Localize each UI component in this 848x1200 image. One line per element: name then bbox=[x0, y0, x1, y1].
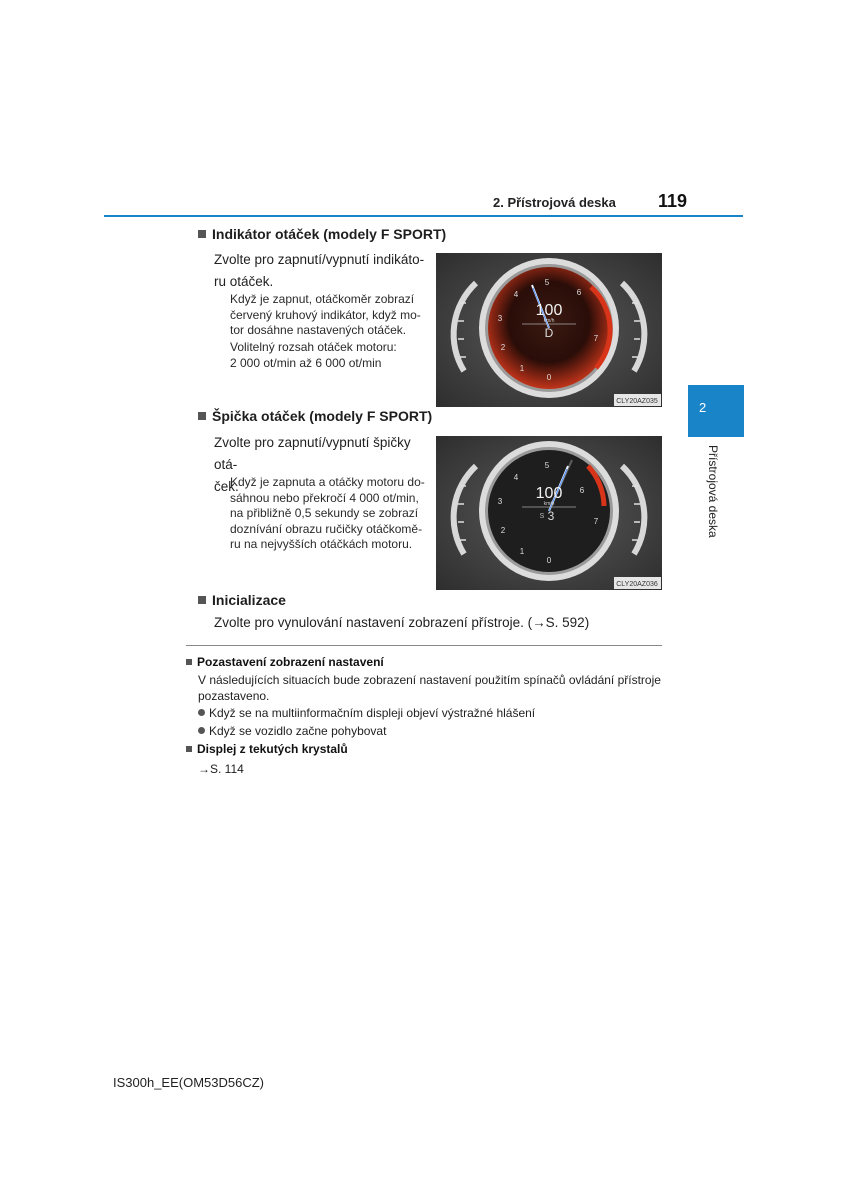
figure-code: CLY20AZ035 bbox=[616, 398, 658, 405]
tick-label: 2 bbox=[500, 526, 506, 535]
tachometer-figure-2 bbox=[436, 436, 662, 590]
manual-code-footer: IS300h_EE(OM53D56CZ) bbox=[113, 1075, 265, 1090]
note-heading-lcd bbox=[186, 742, 348, 756]
section-heading-text: Indikátor otáček (modely F SPORT) bbox=[212, 226, 447, 242]
note-line: pozastaveno. bbox=[198, 689, 270, 703]
body-line: ru otáček. bbox=[214, 274, 274, 289]
section-heading-text: Inicializace bbox=[212, 592, 286, 608]
section-heading-rpm-indicator bbox=[198, 226, 446, 242]
detail-line: Když je zapnuta a otáčky motoru do- bbox=[230, 475, 425, 489]
chapter-tab-number: 2 bbox=[699, 400, 707, 415]
square-bullet-icon bbox=[186, 659, 192, 665]
tick-label: 4 bbox=[513, 473, 519, 482]
chapter-tab-label: Přístrojová deska bbox=[706, 445, 720, 538]
tick-label: 5 bbox=[544, 278, 550, 287]
tick-label: 2 bbox=[500, 343, 506, 352]
square-bullet-icon bbox=[186, 746, 192, 752]
note-heading-text: Displej z tekutých krystalů bbox=[197, 742, 348, 756]
square-bullet-icon bbox=[198, 412, 206, 420]
body-line: Zvolte pro zapnutí/vypnutí indikáto- bbox=[214, 252, 425, 267]
section-heading-text: Špička otáček (modely F SPORT) bbox=[212, 408, 433, 424]
speed-unit: km/h bbox=[543, 501, 555, 507]
note-line: V následujících situacích bude zobrazení nastavení použitím spínačů ovládání přístroje bbox=[198, 673, 661, 687]
body-line: Zvolte pro zapnutí/vypnutí špičky otá- bbox=[214, 435, 411, 472]
notes-separator bbox=[186, 645, 662, 646]
bullet-text: Když se na multiinformačním displeji objeví výstražné hlášení bbox=[209, 706, 536, 720]
detail-line: ru na nejvyšších otáčkách motoru. bbox=[230, 537, 413, 551]
chapter-tab bbox=[688, 385, 744, 437]
detail-line: doznívání obrazu ručičky otáčkomě- bbox=[230, 521, 423, 536]
tick-label: 7 bbox=[593, 517, 599, 526]
tick-label: 1 bbox=[519, 364, 525, 373]
tick-label: 3 bbox=[497, 497, 503, 506]
tick-label: 6 bbox=[579, 486, 585, 495]
detail-line: tor dosáhne nastavených otáček. bbox=[230, 323, 407, 337]
gear-indicator: 3 bbox=[547, 509, 555, 523]
section-detail bbox=[230, 475, 430, 553]
note-heading-pause bbox=[186, 655, 384, 669]
square-bullet-icon bbox=[198, 596, 206, 604]
tachometer-figure-1 bbox=[436, 253, 662, 407]
square-bullet-icon bbox=[198, 230, 206, 238]
bullet-text: Když se vozidlo začne pohybovat bbox=[209, 724, 387, 738]
detail-line: na přibližně 0,5 sekundy se zobrazí bbox=[230, 506, 419, 520]
detail-line: Když je zapnut, otáčkoměr zobrazí bbox=[230, 292, 415, 306]
speed-readout: 100 bbox=[535, 485, 563, 502]
section-heading-initialization bbox=[198, 592, 286, 608]
tick-label: 0 bbox=[546, 373, 552, 382]
round-bullet-icon bbox=[198, 709, 205, 716]
note-heading-text: Pozastavení zobrazení nastavení bbox=[197, 655, 384, 669]
page-reference-link[interactable]: →S. 114 bbox=[198, 762, 244, 776]
tick-label: 6 bbox=[576, 288, 582, 297]
detail-line: sáhnou nebo překročí 4 000 ot/min, bbox=[230, 490, 419, 505]
page-number: 119 bbox=[658, 191, 688, 211]
note-text bbox=[198, 672, 668, 704]
round-bullet-icon bbox=[198, 727, 205, 734]
header-rule bbox=[104, 215, 743, 217]
tick-label: 5 bbox=[544, 461, 550, 470]
section-detail bbox=[230, 292, 430, 339]
gear-indicator: D bbox=[544, 326, 554, 340]
tick-label: 0 bbox=[546, 556, 552, 565]
detail-line: červený kruhový indikátor, když mo- bbox=[230, 307, 421, 322]
detail-line: 2 000 ot/min až 6 000 ot/min bbox=[230, 355, 382, 370]
note-bullet-item bbox=[198, 705, 535, 721]
speed-readout: 100 bbox=[535, 302, 563, 319]
body-line: Zvolte pro vynulování nastavení zobrazení přístroje. (→S. 592) bbox=[214, 615, 590, 630]
tick-label: 4 bbox=[513, 290, 519, 299]
section-detail bbox=[230, 340, 430, 371]
detail-line: Volitelný rozsah otáček motoru: bbox=[230, 340, 397, 354]
section-heading-rpm-peak bbox=[198, 408, 432, 424]
tick-label: 1 bbox=[519, 547, 525, 556]
note-bullet-item bbox=[198, 723, 386, 739]
section-body bbox=[214, 612, 654, 634]
section-body bbox=[214, 249, 429, 293]
figure-code: CLY20AZ036 bbox=[616, 581, 658, 588]
running-header-section: 2. Přístrojová deska bbox=[493, 195, 616, 210]
body-line: ček. bbox=[214, 479, 239, 494]
tick-label: 7 bbox=[593, 334, 599, 343]
speed-unit: km/h bbox=[543, 318, 555, 324]
tick-label: 3 bbox=[497, 314, 503, 323]
gear-mode-indicator: S bbox=[539, 513, 545, 520]
